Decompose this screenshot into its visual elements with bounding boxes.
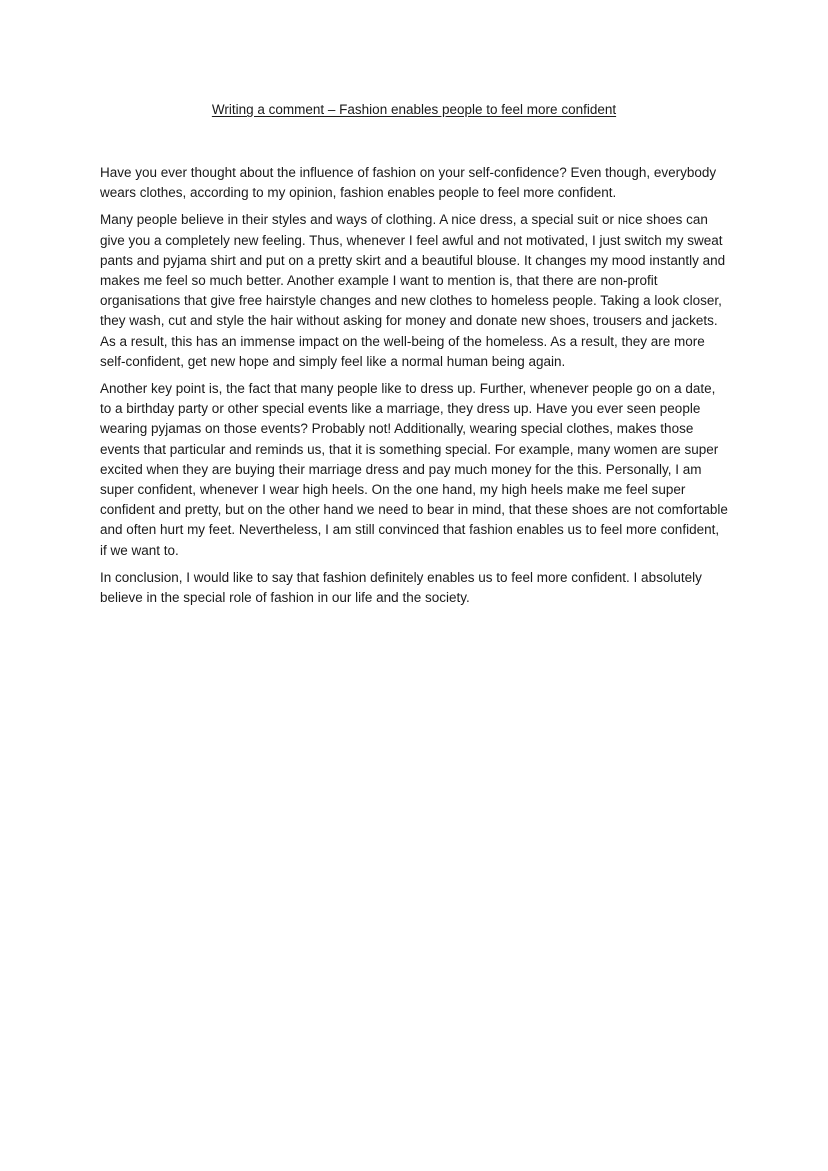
- paragraph-introduction: Have you ever thought about the influence of fashion on your self-confidence? Even though, everybody wears clothes, according to my opinion, fashion enables people to feel more confident.: [100, 165, 717, 201]
- document-body: [100, 163, 728, 615]
- paragraph-second-argument: Another key point is, the fact that many people like to dress up. Further, whenever people go on a date, to a birthday party or other special events like a marriage, they dress up. Have you ever seen people wearing pyjamas on those events? Probably not! Additionally, wearing special clothes, makes those events that particular and reminds us, that it is something special. For example, many women are super excited when they are buying their marriage dress and pay much money for the this. Personally, I am super confident, whenever I wear high heels. On the one hand, my high heels make me feel super confident and pretty, but on the other hand we need to bear in mind, that these shoes are not comfortable and often hurt my feet. Nevertheless, I am still convinced that fashion enables us to feel more confident, if we want to.: [100, 381, 728, 558]
- paragraph-conclusion: In conclusion, I would like to say that fashion definitely enables us to feel more confident. I absolutely believe in the special role of fashion in our life and the society.: [100, 569, 702, 606]
- document-title: Writing a comment – Fashion enables people to feel more confident: [211, 102, 617, 117]
- paragraph-first-argument: Many people believe in their styles and ways of clothing. A nice dress, a special suit or nice shoes can give you a completely new feeling. Thus, whenever I feel awful and not motivated, I just switch my sweat pants and pyjama shirt and put on a pretty skirt and a beautiful blouse. It changes my mood instantly and makes me feel so much better. Another example I want to mention is, that there are non-profit organisations that give free hairstyle changes and new clothes to homeless people. Taking a look closer, they wash, cut and style the hair without asking for money and donate new shoes, trousers and jackets. As a result, this has an immense impact on the well-being of the homeless. As a result, they are more self-confident, get new hope and simply feel like a normal human being again.: [100, 212, 726, 369]
